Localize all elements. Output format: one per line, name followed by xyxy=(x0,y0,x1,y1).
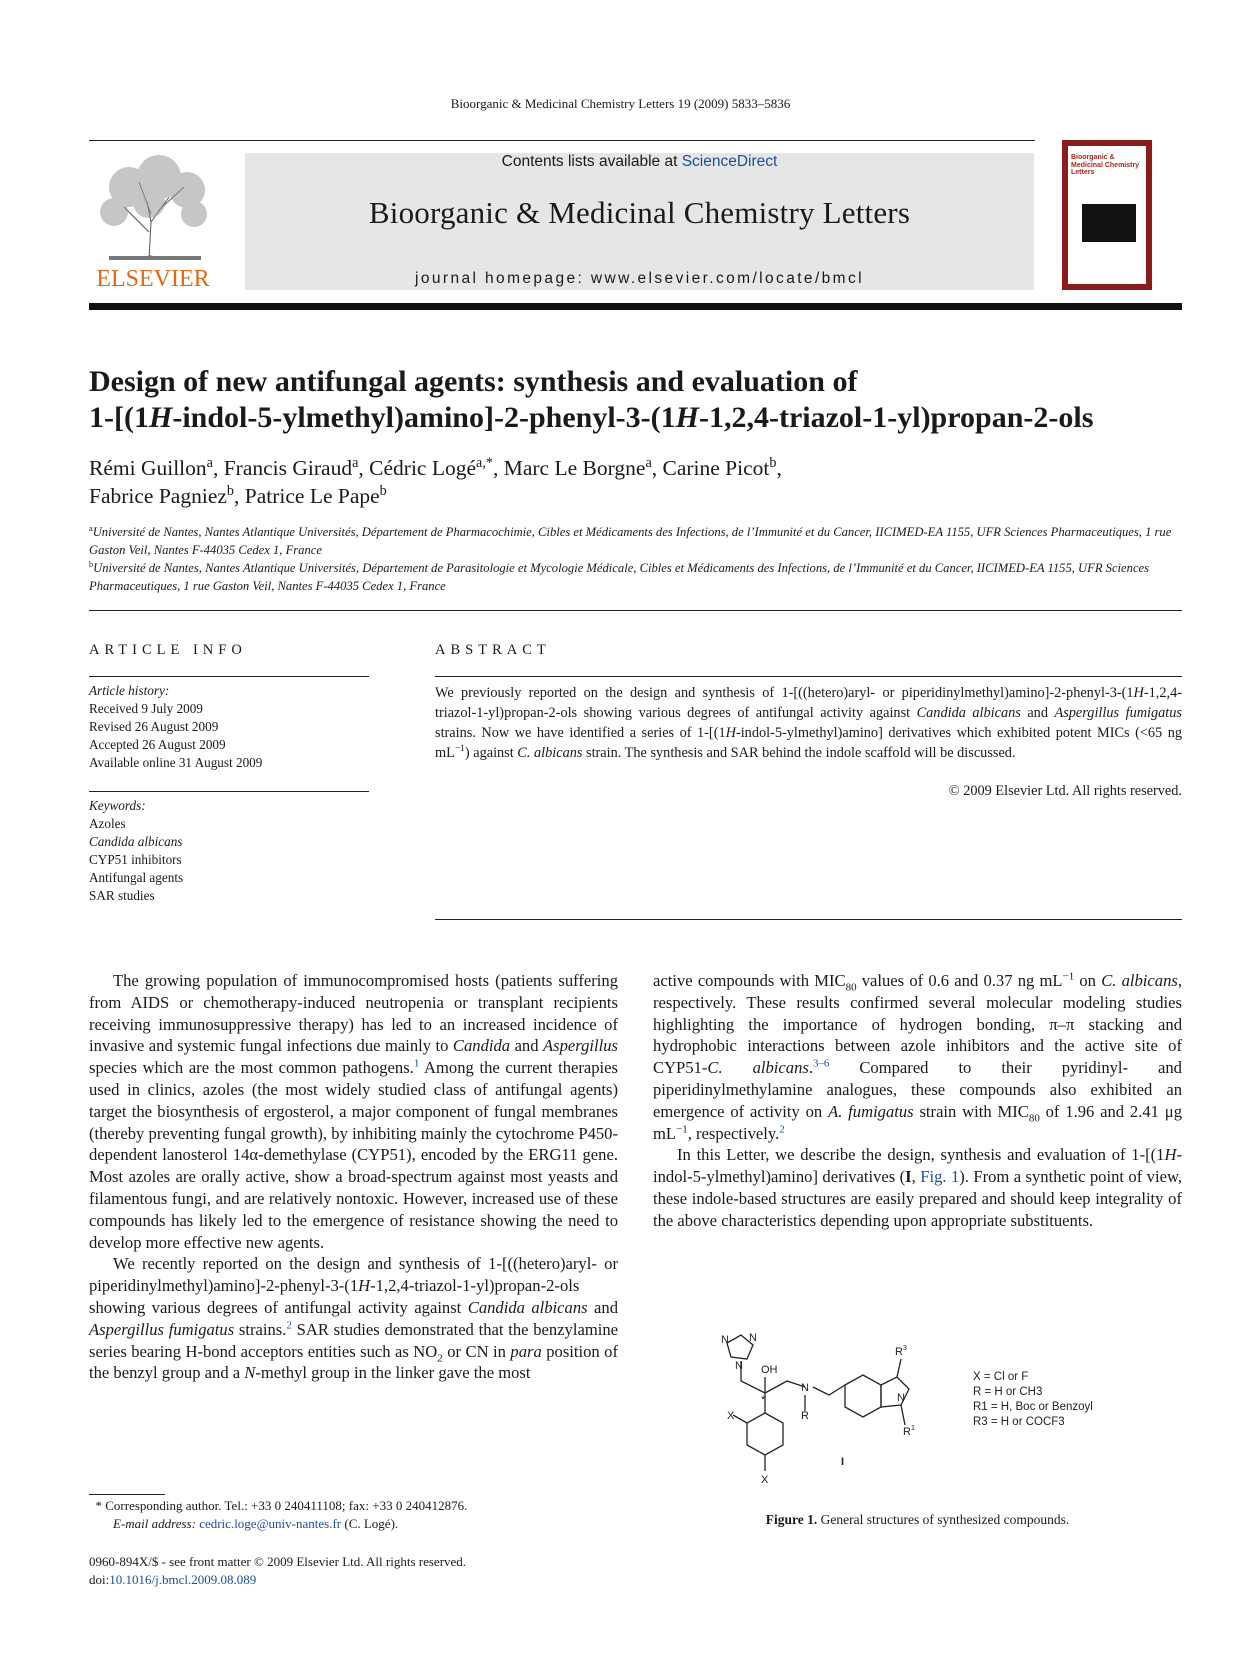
journal-citation: Bioorganic & Medicinal Chemistry Letters 19 (2009) 5833–5836 xyxy=(450,96,791,111)
history-label: Article history: xyxy=(89,683,170,698)
keyword: CYP51 inhibitors xyxy=(89,852,182,867)
author[interactable]: Cédric Logé$^{a,*}$ xyxy=(369,454,493,480)
legend-line: R1 = H, Boc or Benzoyl xyxy=(973,1401,1093,1413)
article-info-heading: ARTICLE INFO xyxy=(89,642,247,658)
cover-image xyxy=(1082,204,1136,242)
publisher-wordmark: ELSEVIER xyxy=(96,266,210,292)
abstract-rule xyxy=(435,919,1182,920)
header-thick-rule xyxy=(89,303,1182,310)
contents-prefix: Contents lists available at xyxy=(501,153,682,170)
keywords xyxy=(89,797,369,905)
front-matter xyxy=(89,1553,649,1589)
title-line-2: 1-[(1H-indol-5-ylmethyl)amino]-2-phenyl-3-(1H-1,2,4-triazol-1-yl)propan-2-ols xyxy=(89,401,1094,434)
svg-text:X: X xyxy=(761,1474,769,1485)
paragraph: We recently reported on the design and synthesis of 1-[((hetero)aryl- or piperidinylmethyl)amino]-2-phenyl-3-(1H-1,2,4-triazol-1-yl)propan-2-ols showing various degrees of antifungal activity against Candida albicans and Aspergillus fumigatus strains.$^2$ SAR studies demonstrated that the benzylamine series bearing H-bond acceptors entities such as $NO_2$ or CN in para position of the benzyl group and a N-methyl group in the linker gave the most xyxy=(89,1254,619,1383)
abstract-rule xyxy=(435,676,1182,677)
keywords-label: Keywords: xyxy=(89,798,146,813)
cover-title: Bioorganic & Medicinal Chemistry Letters xyxy=(1071,154,1140,177)
abstract-heading: ABSTRACT xyxy=(435,642,551,658)
legend-line: R3 = H or COCF3 xyxy=(973,1416,1065,1428)
title-line-1: Design of new antifungal agents: synthesis and evaluation of xyxy=(89,365,858,398)
article-title xyxy=(89,364,1189,436)
svg-text:N: N xyxy=(749,1332,757,1344)
article-info-rule xyxy=(89,791,369,792)
journal-homepage[interactable]: journal homepage: www.elsevier.com/locate/bmcl xyxy=(415,270,864,287)
section-rule xyxy=(89,610,1182,611)
journal-name: Bioorganic & Medicinal Chemistry Letters xyxy=(368,195,911,230)
abstract-text: We previously reported on the design and synthesis of 1-[((hetero)aryl- or piperidinylmethyl)amino]-2-phenyl-3-(1H-1,2,4-triazol-1-yl)propan-2-ols showing various degrees of antifungal activity against Candida albicans and Aspergillus fumigatus strains. Now we have identified a series of 1-[(1H-indol-5-ylmethyl)amino] derivatives which exhibited potent MICs (<65 ng $mL^{-1}$) against C. albicans strain. The synthesis and SAR behind the indole scaffold will be discussed. xyxy=(435,685,1183,761)
paragraph: The growing population of immunocompromised hosts (patients suffering from AIDS or chemotherapy-induced neutropenia or transplant recipients receiving immunosuppressive therapy) has led to an increased incidence of invasive and systemic fungal infections due mainly to Candida and Aspergillus species which are the most common pathogens.$^1$ Among the current therapies used in clinics, azoles (the most widely studied class of antifungal agents) target the biosynthesis of ergosterol, a major component of fungal membranes (thereby preventing fungal growth), by inhibiting mainly the cytochrome P450-dependent lanosterol 14α-demethylase (CYP51), encoded by the ERG11 gene. Most azoles are orally active, show a broad-spectrum against most yeasts and filamentous fungi, and are relatively nontoxic. However, increased use of these compounds has likely led to the emergence of resistance showing the need to develop more effective new agents. xyxy=(89,971,618,1252)
svg-text:X: X xyxy=(727,1410,735,1422)
copyright: © 2009 Elsevier Ltd. All rights reserved. xyxy=(948,783,1182,799)
doi-line: doi:10.1016/j.bmcl.2009.08.089 xyxy=(89,1572,257,1587)
keyword: Antifungal agents xyxy=(89,870,184,885)
substituent-legend xyxy=(973,1371,1093,1428)
article-history xyxy=(89,682,369,772)
svg-text:N: N xyxy=(721,1334,729,1346)
history-received: Received 9 July 2009 xyxy=(89,701,203,716)
svg-text:R: R xyxy=(801,1410,809,1422)
article-info-rule xyxy=(89,676,369,677)
svg-text:N: N xyxy=(735,1360,743,1372)
svg-text:*: * xyxy=(761,1394,766,1406)
structure-bonds xyxy=(727,1335,909,1471)
author[interactable]: Patrice Le Pape$^b$ xyxy=(244,482,387,508)
author[interactable]: Rémi Guillon$^a$ xyxy=(89,454,213,480)
affiliation-b: $^b$Université de Nantes, Nantes Atlantique Universités, Département de Parasitologie et Mycologie Médicale, Cibles et Médicaments des Infections, de l’Immunité et du Cancer, IICIMED-EA 1155, UFR Sciences Pharmaceutiques, 1 rue Gaston Veil, Nantes F-44035 Cedex 1, France xyxy=(89,559,1150,593)
svg-text:OH: OH xyxy=(761,1364,778,1376)
affiliations xyxy=(89,523,1182,595)
svg-text:N: N xyxy=(897,1392,905,1404)
author[interactable]: Fabrice Pagniez$^b$ xyxy=(89,482,234,508)
journal-banner xyxy=(245,153,1034,290)
history-accepted: Accepted 26 August 2009 xyxy=(89,737,226,752)
contents-line xyxy=(245,153,1034,171)
affiliation-a: $^a$Université de Nantes, Nantes Atlantique Universités, Département de Pharmacochimie, Cibles et Médicaments des Infections, de l’Immunité et du Cancer, IICIMED-EA 1155, UFR Sciences Pharmaceutiques, 1 rue Gaston Veil, Nantes F-44035 Cedex 1, France xyxy=(89,523,1172,557)
legend-line: X = Cl or F xyxy=(973,1371,1029,1383)
structure-atom-labels xyxy=(721,1332,915,1485)
author[interactable]: Carine Picot$^b$ xyxy=(662,454,777,480)
doi-link[interactable]: 10.1016/j.bmcl.2009.08.089 xyxy=(109,1572,257,1587)
footnote-rule xyxy=(89,1494,165,1495)
svg-text:1: 1 xyxy=(911,1425,915,1432)
elsevier-tree-logo xyxy=(89,152,217,292)
compound-label: I xyxy=(841,1456,845,1468)
corresponding-author-note: * Corresponding author. Tel.: +33 0 240411108; fax: +33 0 240412876. xyxy=(89,1498,468,1513)
legend-line: R = H or CH3 xyxy=(973,1386,1043,1398)
svg-text:3: 3 xyxy=(903,1345,907,1352)
body-column-right xyxy=(653,970,1182,1232)
journal-cover-thumbnail xyxy=(1062,140,1152,290)
keyword: SAR studies xyxy=(89,888,155,903)
figure-caption: Figure 1. General structures of synthesized compounds. xyxy=(765,1512,1070,1527)
issn-line: 0960-894X/$ - see front matter © 2009 Elsevier Ltd. All rights reserved. xyxy=(89,1554,467,1569)
author[interactable]: Marc Le Borgne$^a$ xyxy=(503,454,652,480)
header-rule xyxy=(89,140,1035,141)
paragraph: In this Letter, we describe the design, synthesis and evaluation of 1-[(1H-indol-5-ylmethyl)amino] derivatives (I, Fig. 1). From a synthetic point of view, these indole-based structures are easily prepared and should keep integrality of the above characteristics depending upon appropriate substituents. xyxy=(653,1145,1183,1230)
email-line: E-mail address: cedric.loge@univ-nantes.fr (C. Logé). xyxy=(113,1516,399,1531)
author-list: Rémi Guillon$^a$, Francis Giraud$^a$, Cédric Logé$^{a,*}$, Marc Le Borgne$^a$, Carine Picot$^b$, Fabrice Pagniez$^b$, Patrice Le Pape$^b$ xyxy=(89,454,782,508)
sciencedirect-link[interactable]: ScienceDirect xyxy=(681,153,778,170)
footnote xyxy=(89,1497,629,1533)
paragraph: active compounds with $MIC_{80}$ values of 0.6 and 0.37 ng $mL^{-1}$ on C. albicans, respectively. These results confirmed several molecular modeling studies highlighting the importance of hydrogen bonding, π–π stacking and hydrophobic interactions between azole inhibitors and the active site of CYP51-C. albicans.$^{3-6}$ Compared to their pyridinyl- and piperidinylmethylamine analogues, these compounds also exhibited an emergence of activity on A. fumigatus strain with $MIC_{80}$ of 1.96 and 2.41 μg $mL^{-1}$, respectively.$^2$ xyxy=(653,970,1182,1143)
keyword: Azoles xyxy=(89,816,126,831)
svg-text:R: R xyxy=(903,1426,911,1438)
svg-text:R: R xyxy=(895,1346,903,1358)
keyword: Candida albicans xyxy=(89,834,183,849)
svg-text:N: N xyxy=(801,1382,809,1394)
body-column-left xyxy=(89,970,618,1384)
author[interactable]: Francis Giraud$^a$ xyxy=(223,454,359,480)
email-link[interactable]: cedric.loge@univ-nantes.fr xyxy=(199,1516,342,1531)
chemical-structure-figure xyxy=(705,1315,1125,1485)
history-revised: Revised 26 August 2009 xyxy=(89,719,219,734)
history-online: Available online 31 August 2009 xyxy=(89,755,263,770)
